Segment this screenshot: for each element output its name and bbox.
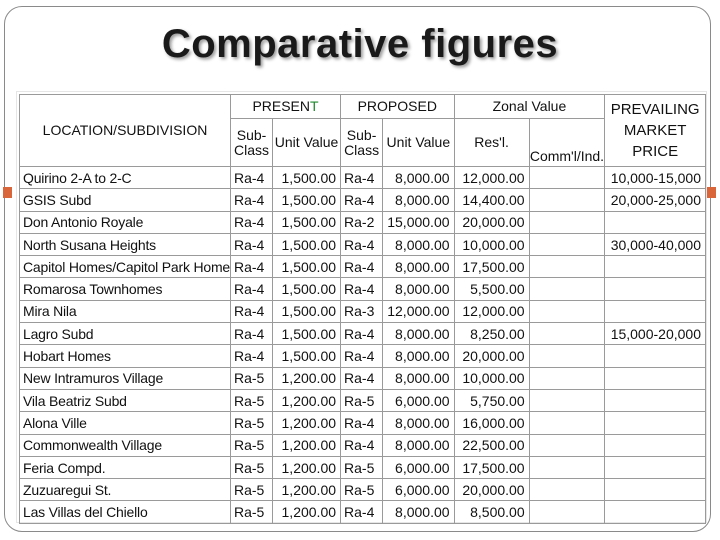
present-subclass-cell: Ra-5 bbox=[231, 367, 273, 389]
location-cell: Feria Compd. bbox=[20, 456, 231, 478]
present-subclass-cell: Ra-5 bbox=[231, 412, 273, 434]
commercial-cell bbox=[529, 278, 605, 300]
proposed-unit-value-cell: 6,000.00 bbox=[383, 389, 454, 411]
present-subclass-cell: Ra-5 bbox=[231, 434, 273, 456]
spreadsheet bbox=[17, 92, 706, 522]
location-cell: Mira Nila bbox=[20, 300, 231, 322]
residential-cell: 17,500.00 bbox=[454, 256, 529, 278]
market-price-cell bbox=[605, 278, 706, 300]
location-cell: Alona Ville bbox=[20, 412, 231, 434]
present-subclass-cell: Ra-4 bbox=[231, 189, 273, 211]
commercial-cell bbox=[529, 233, 605, 255]
proposed-subclass-cell: Ra-4 bbox=[341, 256, 383, 278]
slide-marker-right bbox=[707, 187, 716, 198]
proposed-unit-value-cell: 8,000.00 bbox=[383, 323, 454, 345]
present-subclass-cell: Ra-4 bbox=[231, 323, 273, 345]
residential-cell: 20,000.00 bbox=[454, 479, 529, 501]
residential-cell: 22,500.00 bbox=[454, 434, 529, 456]
present-unit-value-cell: 1,200.00 bbox=[273, 367, 341, 389]
present-subclass-cell: Ra-5 bbox=[231, 389, 273, 411]
proposed-unit-value-cell: 6,000.00 bbox=[383, 456, 454, 478]
proposed-unit-value-cell: 8,000.00 bbox=[383, 412, 454, 434]
residential-cell: 5,750.00 bbox=[454, 389, 529, 411]
slide-marker-left bbox=[3, 187, 12, 198]
header-zonal-value: Zonal Value bbox=[454, 95, 605, 119]
proposed-unit-value-cell: 8,000.00 bbox=[383, 278, 454, 300]
table-row bbox=[20, 300, 706, 322]
present-unit-value-cell: 1,500.00 bbox=[273, 211, 341, 233]
location-cell: Hobart Homes bbox=[20, 345, 231, 367]
location-cell: New Intramuros Village bbox=[20, 367, 231, 389]
proposed-unit-value-cell: 8,000.00 bbox=[383, 501, 454, 523]
proposed-subclass-cell: Ra-4 bbox=[341, 278, 383, 300]
present-unit-value-cell: 1,500.00 bbox=[273, 323, 341, 345]
proposed-unit-value-cell: 15,000.00 bbox=[383, 211, 454, 233]
table-row bbox=[20, 345, 706, 367]
proposed-subclass-cell: Ra-5 bbox=[341, 456, 383, 478]
table-row bbox=[20, 211, 706, 233]
header-proposed-unit-value: Unit Value bbox=[383, 119, 454, 167]
present-unit-value-cell: 1,500.00 bbox=[273, 233, 341, 255]
present-unit-value-cell: 1,500.00 bbox=[273, 278, 341, 300]
market-price-cell: 10,000-15,000 bbox=[605, 167, 706, 189]
commercial-cell bbox=[529, 323, 605, 345]
present-unit-value-cell: 1,200.00 bbox=[273, 456, 341, 478]
commercial-cell bbox=[529, 434, 605, 456]
residential-cell: 12,000.00 bbox=[454, 300, 529, 322]
residential-cell: 10,000.00 bbox=[454, 233, 529, 255]
present-subclass-cell: Ra-4 bbox=[231, 211, 273, 233]
present-subclass-cell: Ra-5 bbox=[231, 501, 273, 523]
proposed-subclass-cell: Ra-4 bbox=[341, 233, 383, 255]
residential-cell: 20,000.00 bbox=[454, 211, 529, 233]
header-present-text: PRESEN bbox=[252, 98, 311, 114]
present-unit-value-cell: 1,200.00 bbox=[273, 501, 341, 523]
table-row bbox=[20, 501, 706, 523]
commercial-cell bbox=[529, 367, 605, 389]
table-row bbox=[20, 323, 706, 345]
proposed-subclass-cell: Ra-4 bbox=[341, 345, 383, 367]
market-price-cell: 20,000-25,000 bbox=[605, 189, 706, 211]
market-price-cell bbox=[605, 256, 706, 278]
table-row bbox=[20, 389, 706, 411]
residential-cell: 16,000.00 bbox=[454, 412, 529, 434]
commercial-cell bbox=[529, 456, 605, 478]
present-unit-value-cell: 1,500.00 bbox=[273, 345, 341, 367]
proposed-unit-value-cell: 8,000.00 bbox=[383, 189, 454, 211]
present-subclass-cell: Ra-4 bbox=[231, 167, 273, 189]
location-cell: Don Antonio Royale bbox=[20, 211, 231, 233]
table-row bbox=[20, 233, 706, 255]
location-cell: Las Villas del Chiello bbox=[20, 501, 231, 523]
header-residential: Res'l. bbox=[454, 119, 529, 167]
proposed-subclass-cell: Ra-4 bbox=[341, 434, 383, 456]
present-subclass-cell: Ra-4 bbox=[231, 233, 273, 255]
commercial-cell bbox=[529, 479, 605, 501]
market-price-cell bbox=[605, 300, 706, 322]
present-unit-value-cell: 1,500.00 bbox=[273, 167, 341, 189]
location-cell: Romarosa Townhomes bbox=[20, 278, 231, 300]
location-cell: GSIS Subd bbox=[20, 189, 231, 211]
proposed-unit-value-cell: 8,000.00 bbox=[383, 256, 454, 278]
location-cell: Zuzuaregui St. bbox=[20, 479, 231, 501]
residential-cell: 14,400.00 bbox=[454, 189, 529, 211]
proposed-subclass-cell: Ra-5 bbox=[341, 479, 383, 501]
market-price-cell bbox=[605, 367, 706, 389]
commercial-cell bbox=[529, 345, 605, 367]
header-present-tail: T bbox=[310, 98, 319, 114]
commercial-cell bbox=[529, 167, 605, 189]
market-price-cell bbox=[605, 211, 706, 233]
proposed-subclass-cell: Ra-4 bbox=[341, 412, 383, 434]
market-price-cell bbox=[605, 456, 706, 478]
proposed-subclass-cell: Ra-4 bbox=[341, 367, 383, 389]
residential-cell: 8,250.00 bbox=[454, 323, 529, 345]
table-row bbox=[20, 167, 706, 189]
proposed-subclass-cell: Ra-3 bbox=[341, 300, 383, 322]
table-body bbox=[20, 167, 706, 524]
residential-cell: 12,000.00 bbox=[454, 167, 529, 189]
proposed-subclass-cell: Ra-5 bbox=[341, 389, 383, 411]
market-price-cell bbox=[605, 345, 706, 367]
proposed-subclass-cell: Ra-4 bbox=[341, 323, 383, 345]
present-subclass-cell: Ra-4 bbox=[231, 345, 273, 367]
commercial-cell bbox=[529, 300, 605, 322]
commercial-cell bbox=[529, 412, 605, 434]
proposed-unit-value-cell: 8,000.00 bbox=[383, 233, 454, 255]
table-row bbox=[20, 479, 706, 501]
present-subclass-cell: Ra-5 bbox=[231, 479, 273, 501]
proposed-subclass-cell: Ra-2 bbox=[341, 211, 383, 233]
proposed-unit-value-cell: 12,000.00 bbox=[383, 300, 454, 322]
header-prevailing-market-price: PREVAILING MARKET PRICE bbox=[605, 95, 706, 167]
residential-cell: 5,500.00 bbox=[454, 278, 529, 300]
table-row bbox=[20, 412, 706, 434]
present-unit-value-cell: 1,200.00 bbox=[273, 479, 341, 501]
market-price-cell bbox=[605, 479, 706, 501]
location-cell: Lagro Subd bbox=[20, 323, 231, 345]
header-proposed-subclass: Sub- Class bbox=[341, 119, 383, 167]
proposed-subclass-cell: Ra-4 bbox=[341, 189, 383, 211]
market-price-cell: 30,000-40,000 bbox=[605, 233, 706, 255]
proposed-unit-value-cell: 8,000.00 bbox=[383, 367, 454, 389]
present-subclass-cell: Ra-5 bbox=[231, 456, 273, 478]
header-commercial-industrial: Comm'l/Ind. bbox=[529, 119, 605, 167]
comparative-table bbox=[19, 94, 706, 524]
header-location: LOCATION/SUBDIVISION bbox=[20, 95, 231, 167]
present-unit-value-cell: 1,500.00 bbox=[273, 189, 341, 211]
location-cell: North Susana Heights bbox=[20, 233, 231, 255]
slide-title: Comparative figures bbox=[161, 22, 559, 66]
residential-cell: 10,000.00 bbox=[454, 367, 529, 389]
table-row bbox=[20, 278, 706, 300]
table-row bbox=[20, 434, 706, 456]
commercial-cell bbox=[529, 211, 605, 233]
table-row bbox=[20, 456, 706, 478]
present-unit-value-cell: 1,200.00 bbox=[273, 434, 341, 456]
commercial-cell bbox=[529, 501, 605, 523]
present-unit-value-cell: 1,500.00 bbox=[273, 256, 341, 278]
commercial-cell bbox=[529, 389, 605, 411]
present-subclass-cell: Ra-4 bbox=[231, 278, 273, 300]
commercial-cell bbox=[529, 256, 605, 278]
present-unit-value-cell: 1,200.00 bbox=[273, 389, 341, 411]
header-present-subclass: Sub- Class bbox=[231, 119, 273, 167]
market-price-cell bbox=[605, 389, 706, 411]
present-unit-value-cell: 1,500.00 bbox=[273, 300, 341, 322]
location-cell: Commonwealth Village bbox=[20, 434, 231, 456]
location-cell: Vila Beatriz Subd bbox=[20, 389, 231, 411]
location-cell: Quirino 2-A to 2-C bbox=[20, 167, 231, 189]
residential-cell: 20,000.00 bbox=[454, 345, 529, 367]
present-subclass-cell: Ra-4 bbox=[231, 300, 273, 322]
market-price-cell: 15,000-20,000 bbox=[605, 323, 706, 345]
market-price-cell bbox=[605, 434, 706, 456]
proposed-unit-value-cell: 8,000.00 bbox=[383, 434, 454, 456]
table-row bbox=[20, 367, 706, 389]
location-cell: Capitol Homes/Capitol Park Home bbox=[20, 256, 231, 278]
commercial-cell bbox=[529, 189, 605, 211]
table-row bbox=[20, 189, 706, 211]
header-present bbox=[231, 95, 341, 119]
residential-cell: 17,500.00 bbox=[454, 456, 529, 478]
proposed-subclass-cell: Ra-4 bbox=[341, 501, 383, 523]
proposed-subclass-cell: Ra-4 bbox=[341, 167, 383, 189]
present-subclass-cell: Ra-4 bbox=[231, 256, 273, 278]
residential-cell: 8,500.00 bbox=[454, 501, 529, 523]
market-price-cell bbox=[605, 412, 706, 434]
present-unit-value-cell: 1,200.00 bbox=[273, 412, 341, 434]
proposed-unit-value-cell: 6,000.00 bbox=[383, 479, 454, 501]
proposed-unit-value-cell: 8,000.00 bbox=[383, 345, 454, 367]
header-proposed: PROPOSED bbox=[341, 95, 455, 119]
proposed-unit-value-cell: 8,000.00 bbox=[383, 167, 454, 189]
market-price-cell bbox=[605, 501, 706, 523]
table-row bbox=[20, 256, 706, 278]
header-present-unit-value: Unit Value bbox=[273, 119, 341, 167]
